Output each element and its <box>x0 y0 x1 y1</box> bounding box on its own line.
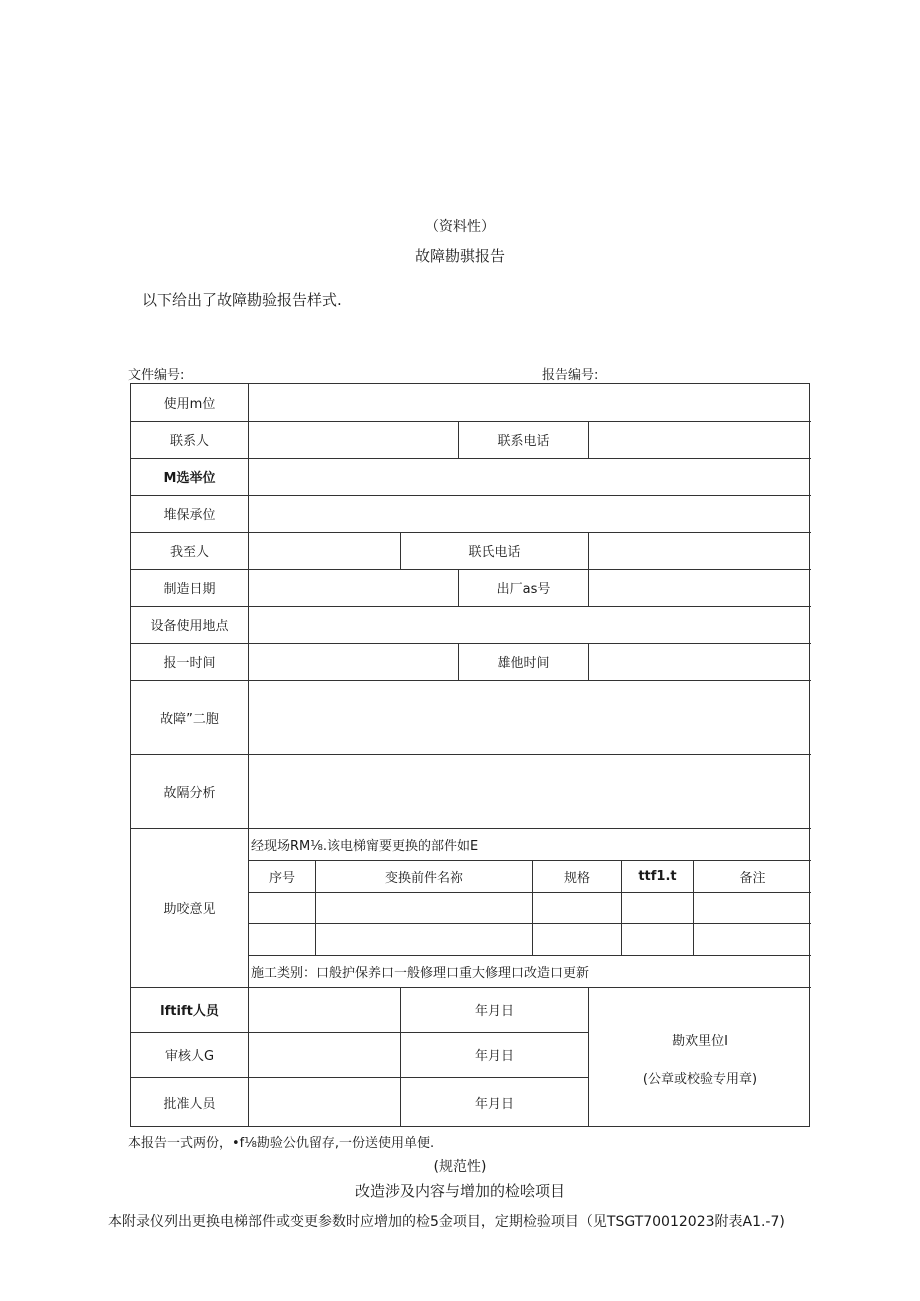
label-fault-analysis: 故隔分析 <box>163 785 216 801</box>
input-approver[interactable] <box>249 1077 400 1127</box>
parts-header-spec: 规格 <box>563 870 590 886</box>
table-row[interactable] <box>249 892 811 923</box>
input-fault-description[interactable] <box>249 680 811 754</box>
input-contact-phone-2[interactable] <box>589 532 811 569</box>
opinion-intro: 经现场RM⅛.该电梯甯要更换的部件如E <box>251 838 479 854</box>
input-maintain-unit-2[interactable] <box>249 495 811 532</box>
copies-note: 本报告一式两份，•f⅛勘验公仇留存,一份送使用单便. <box>128 1136 435 1151</box>
parts-header-name: 变换前件名祢 <box>384 870 463 886</box>
document-title: 故障勘骐报告 <box>414 247 505 265</box>
label-maintain-unit-2: 堆保承位 <box>163 508 216 523</box>
label-contact-2: 我至人 <box>169 545 209 560</box>
appendix-text: 本附录仪列出更换电梯部件或变更参数时应增加的检5金项目，定期检验项目（见TSGT70012023附表A1.-7) <box>108 1214 785 1230</box>
construction-type[interactable]: 施工类别：口般护保养口一般修理口重大修理口改造口更新 <box>251 965 590 981</box>
label-use-unit: 使用m位 <box>163 397 216 412</box>
inspector-date: 年月日 <box>474 1004 514 1019</box>
input-use-unit[interactable] <box>249 384 811 421</box>
input-report-time[interactable] <box>249 643 458 680</box>
label-contact-phone-2: 联氏电话 <box>468 545 521 560</box>
parts-header-quantity: ttf1.t <box>638 868 677 884</box>
label-report-time: 报一时间 <box>163 656 216 671</box>
label-maintain-unit: M选举位 <box>163 471 216 486</box>
label-contact-phone: 联系电话 <box>497 434 550 449</box>
report-number-label: 报告编号: <box>542 368 599 383</box>
input-factory-number[interactable] <box>589 569 811 606</box>
input-contact-2[interactable] <box>249 532 400 569</box>
inspection-unit-label: 勘欢里位I <box>672 1033 728 1049</box>
fault-report-form <box>130 383 810 1127</box>
reviewer-date: 年月日 <box>474 1049 514 1064</box>
appendix-title: 改造涉及内容与增加的检哙项目 <box>354 1182 565 1200</box>
intro-text: 以下给出了故障勘验报告样式. <box>142 291 342 309</box>
appendix-type-2: (规范性) <box>433 1159 487 1175</box>
seal-label: (公章或校验专用章) <box>642 1071 758 1087</box>
label-inspector: lftift人员 <box>160 1004 219 1019</box>
input-maintain-unit[interactable] <box>249 458 811 495</box>
label-location: 设备使用地点 <box>150 619 229 634</box>
file-number-label: 文件编号: <box>128 368 185 383</box>
parts-header-index: 序号 <box>268 870 295 886</box>
label-fault-description: 故障”二胞 <box>160 711 219 727</box>
label-reviewer: 审核人G <box>164 1049 215 1064</box>
input-contact-person[interactable] <box>249 421 458 458</box>
input-reviewer[interactable] <box>249 1032 400 1077</box>
label-approver: 批准人员 <box>163 1096 216 1112</box>
parts-header-remark: 备注 <box>739 870 766 886</box>
label-manufacture-date: 制造日期 <box>163 582 216 597</box>
appendix-type: （资料性） <box>425 219 495 235</box>
approver-date: 年月日 <box>474 1096 514 1112</box>
input-location[interactable] <box>249 606 811 643</box>
input-inspector[interactable] <box>249 987 400 1032</box>
input-contact-phone[interactable] <box>589 421 811 458</box>
input-other-time[interactable] <box>589 643 811 680</box>
table-row[interactable] <box>249 923 811 955</box>
label-inspection-opinion: 助咬意见 <box>163 902 216 917</box>
label-other-time: 雄他时间 <box>497 656 550 671</box>
input-manufacture-date[interactable] <box>249 569 458 606</box>
label-factory-number: 出厂as号 <box>496 582 551 597</box>
label-contact-person: 联系人 <box>169 434 209 449</box>
input-fault-analysis[interactable] <box>249 754 811 828</box>
